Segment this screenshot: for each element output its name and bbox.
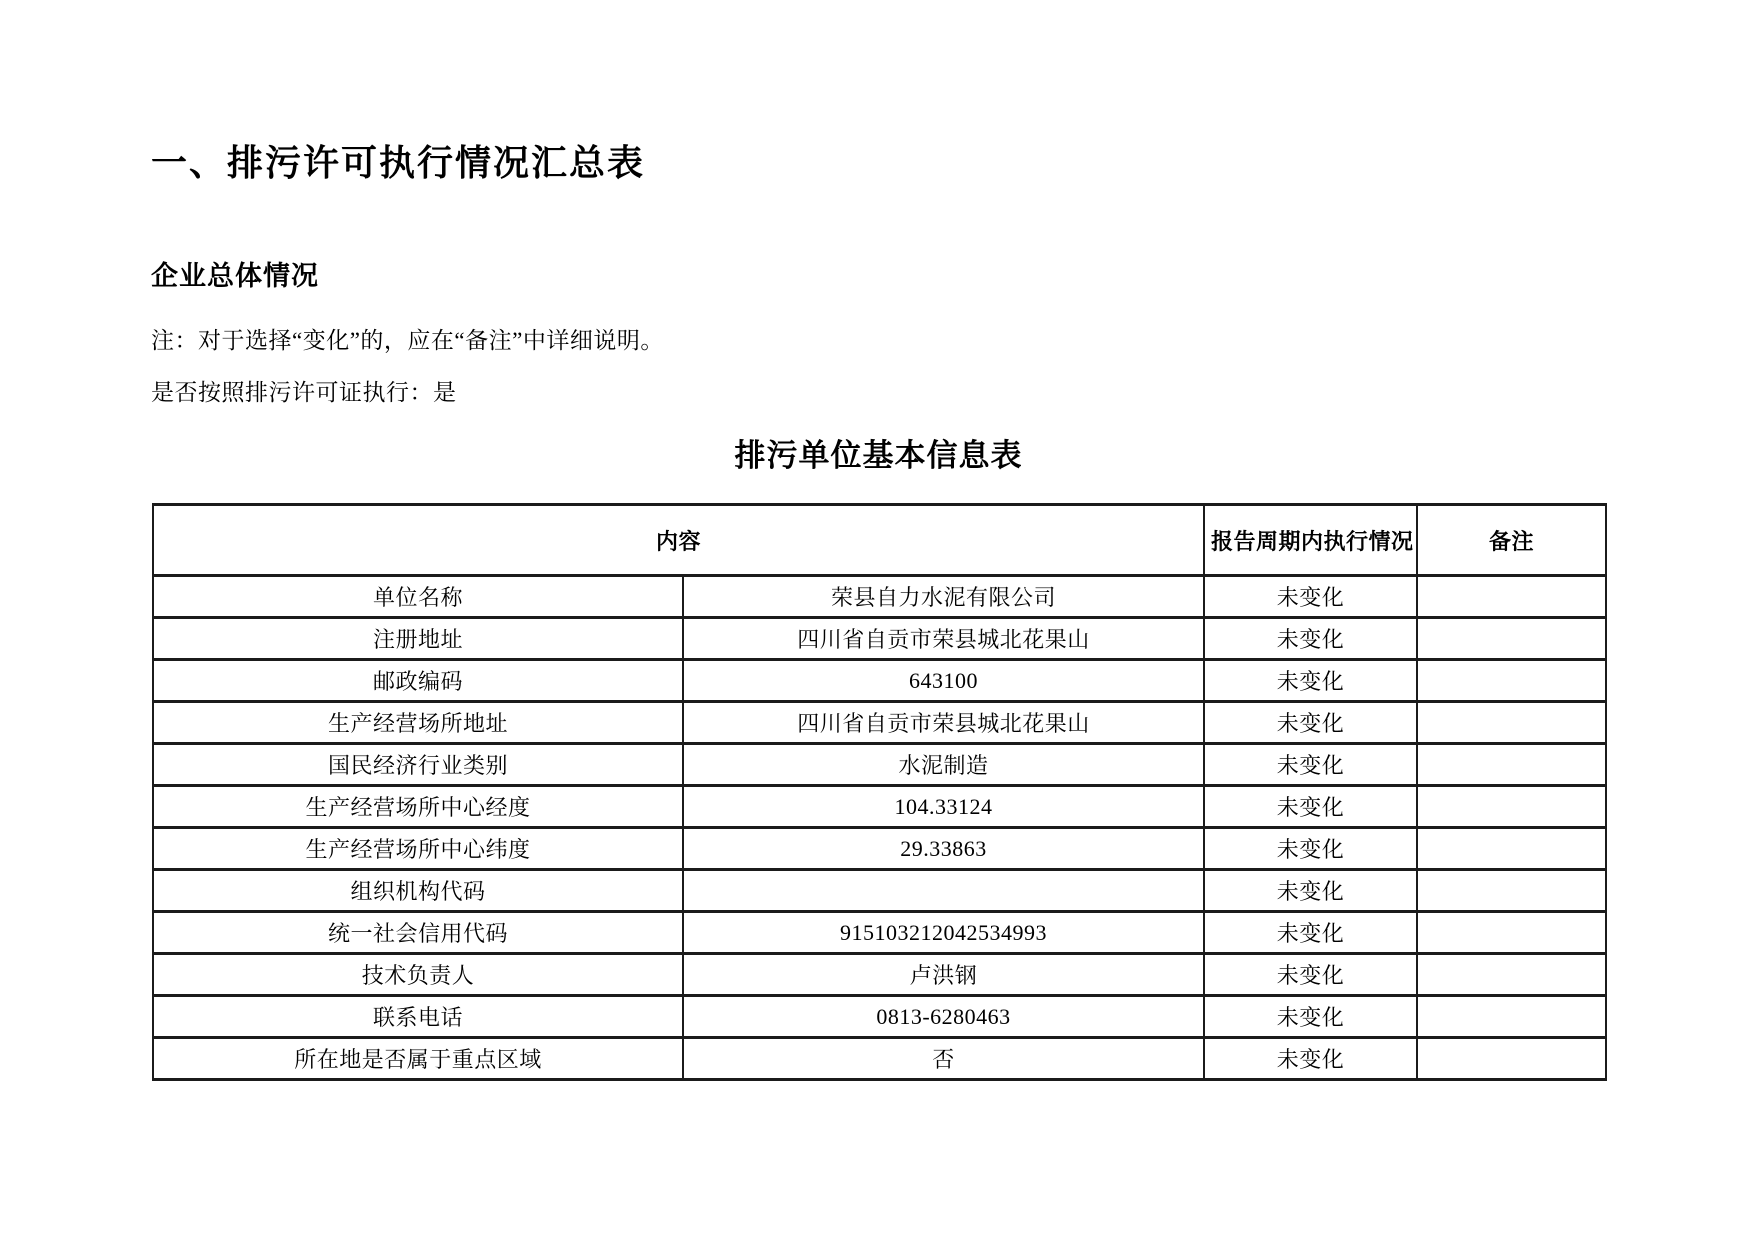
header-cell-content: 内容: [153, 505, 1204, 576]
row-label-cell: 统一社会信用代码: [153, 912, 683, 954]
table-row: [153, 576, 1606, 618]
row-label-cell: 所在地是否属于重点区域: [153, 1038, 683, 1080]
row-value-cell: 0813-6280463: [683, 996, 1204, 1038]
row-remark-cell: [1417, 1038, 1606, 1080]
table-row: [153, 702, 1606, 744]
row-remark-cell: [1417, 828, 1606, 870]
row-remark-cell: [1417, 954, 1606, 996]
row-status-cell: 未变化: [1204, 1038, 1417, 1080]
table-row: [153, 828, 1606, 870]
row-label-cell: 技术负责人: [153, 954, 683, 996]
header-cell-status: 报告周期内执行情况: [1204, 505, 1417, 576]
row-label-cell: 生产经营场所中心纬度: [153, 828, 683, 870]
row-label-cell: 组织机构代码: [153, 870, 683, 912]
row-status-cell: 未变化: [1204, 786, 1417, 828]
table-row: [153, 744, 1606, 786]
row-value-cell: 104.33124: [683, 786, 1204, 828]
row-status-cell: 未变化: [1204, 828, 1417, 870]
row-status-cell: 未变化: [1204, 660, 1417, 702]
table-body: [153, 576, 1606, 1080]
row-remark-cell: [1417, 576, 1606, 618]
row-status-cell: 未变化: [1204, 618, 1417, 660]
row-remark-cell: [1417, 912, 1606, 954]
row-remark-cell: [1417, 618, 1606, 660]
row-value-cell: 水泥制造: [683, 744, 1204, 786]
row-status-cell: 未变化: [1204, 996, 1417, 1038]
document-heading: 一、排污许可执行情况汇总表: [151, 142, 646, 183]
row-label-cell: 国民经济行业类别: [153, 744, 683, 786]
note-text: 注：对于选择“变化”的，应在“备注”中详细说明。: [151, 328, 664, 353]
table-row: [153, 912, 1606, 954]
row-remark-cell: [1417, 786, 1606, 828]
row-remark-cell: [1417, 870, 1606, 912]
table-row: [153, 870, 1606, 912]
row-status-cell: 未变化: [1204, 870, 1417, 912]
header-cell-remark: 备注: [1417, 505, 1606, 576]
row-status-cell: 未变化: [1204, 702, 1417, 744]
row-label-cell: 生产经营场所地址: [153, 702, 683, 744]
row-value-cell: 915103212042534993: [683, 912, 1204, 954]
row-value-cell: [683, 870, 1204, 912]
row-value-cell: 643100: [683, 660, 1204, 702]
row-label-cell: 生产经营场所中心经度: [153, 786, 683, 828]
table-row: [153, 996, 1606, 1038]
row-value-cell: 否: [683, 1038, 1204, 1080]
compliance-line: 是否按照排污许可证执行：是: [151, 380, 457, 405]
row-value-cell: 荣县自力水泥有限公司: [683, 576, 1204, 618]
table-title: 排污单位基本信息表: [734, 438, 1023, 473]
row-label-cell: 联系电话: [153, 996, 683, 1038]
table-header-row: [153, 505, 1606, 576]
row-remark-cell: [1417, 702, 1606, 744]
row-value-cell: 卢洪钢: [683, 954, 1204, 996]
row-status-cell: 未变化: [1204, 954, 1417, 996]
table-row: [153, 618, 1606, 660]
row-status-cell: 未变化: [1204, 576, 1417, 618]
row-value-cell: 四川省自贡市荣县城北花果山: [683, 618, 1204, 660]
table-row: [153, 660, 1606, 702]
row-status-cell: 未变化: [1204, 912, 1417, 954]
row-remark-cell: [1417, 660, 1606, 702]
row-remark-cell: [1417, 744, 1606, 786]
row-value-cell: 四川省自贡市荣县城北花果山: [683, 702, 1204, 744]
row-value-cell: 29.33863: [683, 828, 1204, 870]
section-title: 企业总体情况: [151, 261, 319, 291]
table-row: [153, 1038, 1606, 1080]
row-label-cell: 注册地址: [153, 618, 683, 660]
row-status-cell: 未变化: [1204, 744, 1417, 786]
basic-info-table: [152, 503, 1607, 1081]
table-row: [153, 786, 1606, 828]
row-remark-cell: [1417, 996, 1606, 1038]
row-label-cell: 邮政编码: [153, 660, 683, 702]
row-label-cell: 单位名称: [153, 576, 683, 618]
table-row: [153, 954, 1606, 996]
